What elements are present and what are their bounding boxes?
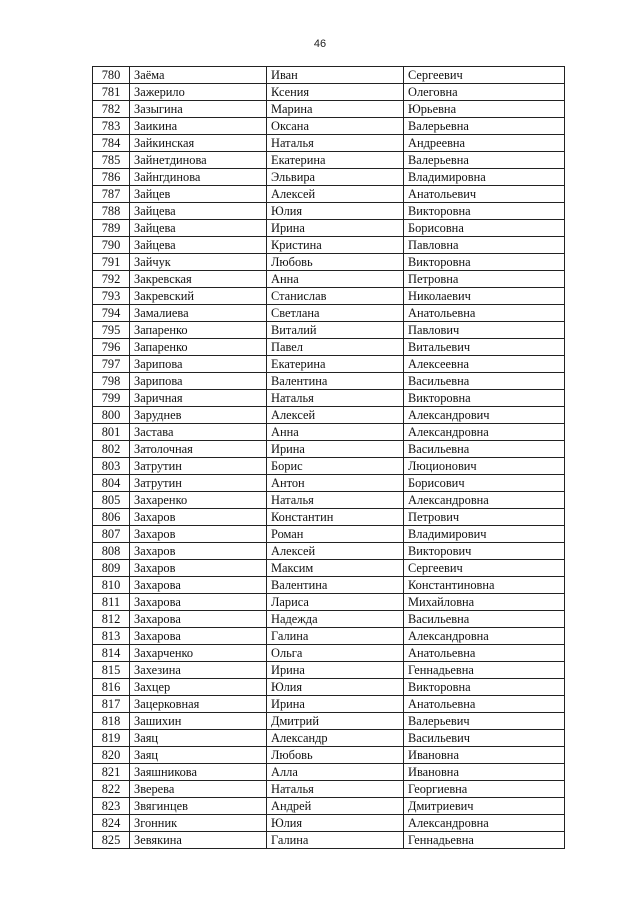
surname-cell: Зажерило	[130, 84, 267, 101]
surname-cell: Затрутин	[130, 475, 267, 492]
patronymic-cell: Анатольевна	[404, 305, 565, 322]
surname-cell: Закревская	[130, 271, 267, 288]
patronymic-cell: Дмитриевич	[404, 798, 565, 815]
patronymic-cell: Викторовна	[404, 203, 565, 220]
surname-cell: Захарова	[130, 594, 267, 611]
first-name-cell: Дмитрий	[267, 713, 404, 730]
first-name-cell: Екатерина	[267, 356, 404, 373]
surname-cell: Затрутин	[130, 458, 267, 475]
patronymic-cell: Николаевич	[404, 288, 565, 305]
patronymic-cell: Викторовна	[404, 254, 565, 271]
row-number-cell: 786	[93, 169, 130, 186]
first-name-cell: Борис	[267, 458, 404, 475]
patronymic-cell: Люционович	[404, 458, 565, 475]
surname-cell: Захаров	[130, 543, 267, 560]
patronymic-cell: Петрович	[404, 509, 565, 526]
first-name-cell: Виталий	[267, 322, 404, 339]
table-row	[93, 424, 565, 441]
surname-cell: Зайцева	[130, 237, 267, 254]
table-row	[93, 832, 565, 849]
patronymic-cell: Алексеевна	[404, 356, 565, 373]
row-number-cell: 798	[93, 373, 130, 390]
patronymic-cell: Анатольевич	[404, 186, 565, 203]
row-number-cell: 822	[93, 781, 130, 798]
table-row	[93, 118, 565, 135]
surname-cell: Зверева	[130, 781, 267, 798]
row-number-cell: 792	[93, 271, 130, 288]
first-name-cell: Наталья	[267, 492, 404, 509]
surname-cell: Заикина	[130, 118, 267, 135]
surname-cell: Заруднев	[130, 407, 267, 424]
row-number-cell: 815	[93, 662, 130, 679]
row-number-cell: 806	[93, 509, 130, 526]
surname-cell: Застава	[130, 424, 267, 441]
patronymic-cell: Юрьевна	[404, 101, 565, 118]
surname-cell: Зарипова	[130, 373, 267, 390]
surname-cell: Зарипова	[130, 356, 267, 373]
patronymic-cell: Константиновна	[404, 577, 565, 594]
surname-cell: Заяц	[130, 730, 267, 747]
row-number-cell: 810	[93, 577, 130, 594]
patronymic-cell: Валерьевич	[404, 713, 565, 730]
first-name-cell: Валентина	[267, 373, 404, 390]
first-name-cell: Оксана	[267, 118, 404, 135]
patronymic-cell: Валерьевна	[404, 118, 565, 135]
patronymic-cell: Петровна	[404, 271, 565, 288]
patronymic-cell: Олеговна	[404, 84, 565, 101]
surname-cell: Захарченко	[130, 645, 267, 662]
row-number-cell: 805	[93, 492, 130, 509]
row-number-cell: 800	[93, 407, 130, 424]
surname-cell: Згонник	[130, 815, 267, 832]
first-name-cell: Галина	[267, 832, 404, 849]
row-number-cell: 796	[93, 339, 130, 356]
table-row	[93, 186, 565, 203]
row-number-cell: 813	[93, 628, 130, 645]
row-number-cell: 788	[93, 203, 130, 220]
patronymic-cell: Павлович	[404, 322, 565, 339]
surname-cell: Захарова	[130, 628, 267, 645]
table-row	[93, 441, 565, 458]
row-number-cell: 819	[93, 730, 130, 747]
patronymic-cell: Владимирович	[404, 526, 565, 543]
first-name-cell: Надежда	[267, 611, 404, 628]
table-row	[93, 628, 565, 645]
first-name-cell: Юлия	[267, 203, 404, 220]
row-number-cell: 797	[93, 356, 130, 373]
row-number-cell: 791	[93, 254, 130, 271]
table-row	[93, 577, 565, 594]
row-number-cell: 802	[93, 441, 130, 458]
surname-cell: Захцер	[130, 679, 267, 696]
row-number-cell: 825	[93, 832, 130, 849]
table-row	[93, 152, 565, 169]
patronymic-cell: Александровна	[404, 628, 565, 645]
patronymic-cell: Александровна	[404, 424, 565, 441]
surname-cell: Зайнетдинова	[130, 152, 267, 169]
patronymic-cell: Витальевич	[404, 339, 565, 356]
table-row	[93, 407, 565, 424]
patronymic-cell: Васильевна	[404, 441, 565, 458]
surname-cell: Зайцева	[130, 203, 267, 220]
first-name-cell: Алексей	[267, 407, 404, 424]
patronymic-cell: Георгиевна	[404, 781, 565, 798]
table-row	[93, 237, 565, 254]
row-number-cell: 793	[93, 288, 130, 305]
row-number-cell: 823	[93, 798, 130, 815]
row-number-cell: 809	[93, 560, 130, 577]
first-name-cell: Валентина	[267, 577, 404, 594]
table-row	[93, 781, 565, 798]
first-name-cell: Юлия	[267, 815, 404, 832]
patronymic-cell: Борисовна	[404, 220, 565, 237]
first-name-cell: Любовь	[267, 254, 404, 271]
patronymic-cell: Ивановна	[404, 747, 565, 764]
page-number: 46	[313, 38, 327, 50]
table-row	[93, 526, 565, 543]
row-number-cell: 821	[93, 764, 130, 781]
surname-cell: Заяшникова	[130, 764, 267, 781]
first-name-cell: Ирина	[267, 696, 404, 713]
patronymic-cell: Васильевич	[404, 730, 565, 747]
table-row	[93, 458, 565, 475]
table-row	[93, 798, 565, 815]
row-number-cell: 789	[93, 220, 130, 237]
first-name-cell: Лариса	[267, 594, 404, 611]
table-row	[93, 271, 565, 288]
surname-cell: Заричная	[130, 390, 267, 407]
table-row	[93, 645, 565, 662]
first-name-cell: Наталья	[267, 781, 404, 798]
first-name-cell: Алексей	[267, 186, 404, 203]
table-row	[93, 339, 565, 356]
surname-cell: Заёма	[130, 67, 267, 84]
surname-cell: Звягинцев	[130, 798, 267, 815]
table-row	[93, 322, 565, 339]
row-number-cell: 780	[93, 67, 130, 84]
table-row	[93, 662, 565, 679]
row-number-cell: 824	[93, 815, 130, 832]
patronymic-cell: Сергеевич	[404, 67, 565, 84]
first-name-cell: Кристина	[267, 237, 404, 254]
first-name-cell: Екатерина	[267, 152, 404, 169]
row-number-cell: 818	[93, 713, 130, 730]
surname-cell: Затолочная	[130, 441, 267, 458]
surname-cell: Зайцев	[130, 186, 267, 203]
table-row	[93, 203, 565, 220]
surname-cell: Заяц	[130, 747, 267, 764]
table-row	[93, 509, 565, 526]
surname-cell: Захезина	[130, 662, 267, 679]
table-row	[93, 390, 565, 407]
first-name-cell: Галина	[267, 628, 404, 645]
row-number-cell: 816	[93, 679, 130, 696]
row-number-cell: 781	[93, 84, 130, 101]
surname-cell: Зайцева	[130, 220, 267, 237]
row-number-cell: 820	[93, 747, 130, 764]
first-name-cell: Максим	[267, 560, 404, 577]
table-row	[93, 135, 565, 152]
table-row	[93, 543, 565, 560]
patronymic-cell: Сергеевич	[404, 560, 565, 577]
patronymic-cell: Валерьевна	[404, 152, 565, 169]
first-name-cell: Ольга	[267, 645, 404, 662]
first-name-cell: Ирина	[267, 220, 404, 237]
surname-cell: Захарова	[130, 577, 267, 594]
patronymic-cell: Геннадьевна	[404, 662, 565, 679]
row-number-cell: 795	[93, 322, 130, 339]
surname-cell: Захаров	[130, 509, 267, 526]
surname-cell: Захаров	[130, 560, 267, 577]
surname-cell: Зашихин	[130, 713, 267, 730]
first-name-cell: Павел	[267, 339, 404, 356]
row-number-cell: 814	[93, 645, 130, 662]
patronymic-cell: Викторович	[404, 543, 565, 560]
patronymic-cell: Александровна	[404, 492, 565, 509]
names-table-body	[93, 67, 565, 849]
first-name-cell: Алексей	[267, 543, 404, 560]
row-number-cell: 807	[93, 526, 130, 543]
patronymic-cell: Владимировна	[404, 169, 565, 186]
row-number-cell: 799	[93, 390, 130, 407]
patronymic-cell: Викторовна	[404, 390, 565, 407]
row-number-cell: 784	[93, 135, 130, 152]
surname-cell: Захарова	[130, 611, 267, 628]
row-number-cell: 803	[93, 458, 130, 475]
row-number-cell: 808	[93, 543, 130, 560]
patronymic-cell: Борисович	[404, 475, 565, 492]
surname-cell: Зайчук	[130, 254, 267, 271]
first-name-cell: Наталья	[267, 135, 404, 152]
patronymic-cell: Михайловна	[404, 594, 565, 611]
row-number-cell: 817	[93, 696, 130, 713]
row-number-cell: 790	[93, 237, 130, 254]
table-row	[93, 356, 565, 373]
patronymic-cell: Александровна	[404, 815, 565, 832]
surname-cell: Зайнгдинова	[130, 169, 267, 186]
patronymic-cell: Павловна	[404, 237, 565, 254]
first-name-cell: Константин	[267, 509, 404, 526]
table-row	[93, 594, 565, 611]
first-name-cell: Светлана	[267, 305, 404, 322]
table-row	[93, 764, 565, 781]
table-row	[93, 815, 565, 832]
first-name-cell: Алла	[267, 764, 404, 781]
surname-cell: Запаренко	[130, 322, 267, 339]
row-number-cell: 787	[93, 186, 130, 203]
surname-cell: Захаренко	[130, 492, 267, 509]
row-number-cell: 812	[93, 611, 130, 628]
row-number-cell: 794	[93, 305, 130, 322]
table-row	[93, 560, 565, 577]
table-row	[93, 305, 565, 322]
patronymic-cell: Андреевна	[404, 135, 565, 152]
surname-cell: Закревский	[130, 288, 267, 305]
row-number-cell: 801	[93, 424, 130, 441]
table-row	[93, 747, 565, 764]
surname-cell: Зазыгина	[130, 101, 267, 118]
surname-cell: Зацерковная	[130, 696, 267, 713]
patronymic-cell: Александрович	[404, 407, 565, 424]
row-number-cell: 782	[93, 101, 130, 118]
surname-cell: Зайкинская	[130, 135, 267, 152]
table-row	[93, 220, 565, 237]
table-row	[93, 101, 565, 118]
table-row	[93, 475, 565, 492]
table-row	[93, 696, 565, 713]
surname-cell: Захаров	[130, 526, 267, 543]
patronymic-cell: Васильевна	[404, 611, 565, 628]
first-name-cell: Анна	[267, 424, 404, 441]
first-name-cell: Наталья	[267, 390, 404, 407]
first-name-cell: Андрей	[267, 798, 404, 815]
first-name-cell: Ирина	[267, 441, 404, 458]
row-number-cell: 811	[93, 594, 130, 611]
table-row	[93, 679, 565, 696]
table-row	[93, 730, 565, 747]
table-row	[93, 67, 565, 84]
patronymic-cell: Анатольевна	[404, 696, 565, 713]
first-name-cell: Станислав	[267, 288, 404, 305]
first-name-cell: Роман	[267, 526, 404, 543]
table-row	[93, 492, 565, 509]
first-name-cell: Антон	[267, 475, 404, 492]
first-name-cell: Александр	[267, 730, 404, 747]
table-row	[93, 254, 565, 271]
patronymic-cell: Ивановна	[404, 764, 565, 781]
row-number-cell: 785	[93, 152, 130, 169]
patronymic-cell: Анатольевна	[404, 645, 565, 662]
first-name-cell: Ксения	[267, 84, 404, 101]
names-table	[92, 66, 565, 849]
first-name-cell: Любовь	[267, 747, 404, 764]
patronymic-cell: Викторовна	[404, 679, 565, 696]
first-name-cell: Иван	[267, 67, 404, 84]
surname-cell: Зевякина	[130, 832, 267, 849]
first-name-cell: Эльвира	[267, 169, 404, 186]
table-row	[93, 373, 565, 390]
table-row	[93, 84, 565, 101]
table-row	[93, 169, 565, 186]
table-row	[93, 713, 565, 730]
table-row	[93, 288, 565, 305]
table-row	[93, 611, 565, 628]
first-name-cell: Юлия	[267, 679, 404, 696]
patronymic-cell: Васильевна	[404, 373, 565, 390]
first-name-cell: Ирина	[267, 662, 404, 679]
surname-cell: Замалиева	[130, 305, 267, 322]
first-name-cell: Марина	[267, 101, 404, 118]
patronymic-cell: Геннадьевна	[404, 832, 565, 849]
row-number-cell: 783	[93, 118, 130, 135]
surname-cell: Запаренко	[130, 339, 267, 356]
first-name-cell: Анна	[267, 271, 404, 288]
row-number-cell: 804	[93, 475, 130, 492]
